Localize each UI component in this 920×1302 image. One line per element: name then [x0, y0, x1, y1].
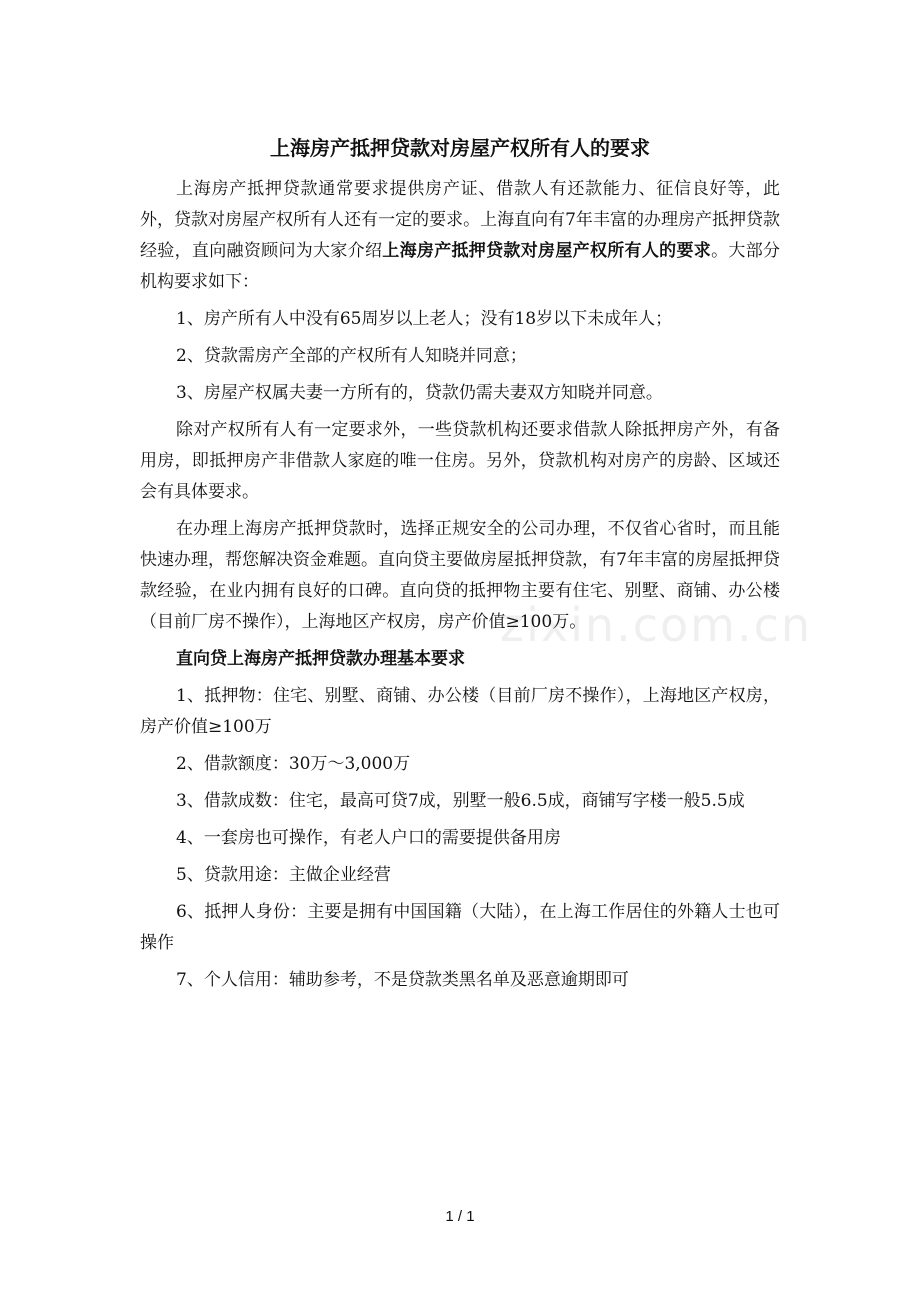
basic-item: 3、借款成数：住宅，最高可贷7成，别墅一般6.5成，商铺写字楼一般5.5成	[176, 791, 745, 811]
requirement-item: 1、房产所有人中没有65周岁以上老人；没有18岁以下未成年人；	[176, 309, 673, 329]
company-paragraph: 在办理上海房产抵押贷款时，选择正规安全的公司办理，不仅省心省时，而且能快速办理，帮您解决资金难题。直向贷主要做房屋抵押贷款，有7年丰富的房屋抵押贷款经验，在业内拥有良好的口碑。直向贷的抵押物主要有住宅、别墅、商铺、办公楼（目前厂房不操作），上海地区产权房，房产价值≥100万。	[140, 519, 780, 632]
basic-item: 2、借款额度：30万～3,000万	[176, 754, 411, 774]
basic-requirements-heading: 直向贷上海房产抵押贷款办理基本要求	[176, 649, 465, 669]
page-number: 1 / 1	[445, 1208, 475, 1225]
intro-text-after: 。大部分机构要求如下：	[140, 241, 781, 292]
watermark: zixin.com.cn	[500, 598, 813, 652]
basic-item: 6、抵押人身份：主要是拥有中国国籍（大陆），在上海工作居住的外籍人士也可操作	[140, 902, 780, 953]
document-body	[140, 128, 780, 1002]
basic-item: 4、一套房也可操作，有老人户口的需要提供备用房	[176, 828, 561, 848]
intro-paragraph	[140, 174, 780, 298]
requirement-item: 3、房屋产权属夫妻一方所有的，贷款仍需夫妻双方知晓并同意。	[176, 383, 663, 403]
document-title: 上海房产抵押贷款对房屋产权所有人的要求	[270, 136, 650, 160]
basic-item: 5、贷款用途：主做企业经营	[176, 865, 391, 885]
other-requirements-paragraph: 除对产权所有人有一定要求外，一些贷款机构还要求借款人除抵押房产外，有备用房，即抵押房产非借款人家庭的唯一住房。另外，贷款机构对房产的房龄、区域还会有具体要求。	[140, 420, 780, 502]
requirement-item: 2、贷款需房产全部的产权所有人知晓并同意；	[176, 346, 527, 366]
basic-item: 1、抵押物：住宅、别墅、商铺、办公楼（目前厂房不操作），上海地区产权房，房产价值≥100万	[140, 686, 780, 737]
intro-bold-text: 上海房产抵押贷款对房屋产权所有人的要求	[382, 241, 712, 261]
basic-item: 7、个人信用：辅助参考，不是贷款类黑名单及恶意逾期即可	[176, 970, 629, 990]
intro-text-before: 上海房产抵押贷款通常要求提供房产证、借款人有还款能力、征信良好等，此外，贷款对房屋产权所有人还有一定的要求。上海直向有7年丰富的办理房产抵押贷款经验，直向融资顾问为大家介绍	[140, 179, 780, 261]
